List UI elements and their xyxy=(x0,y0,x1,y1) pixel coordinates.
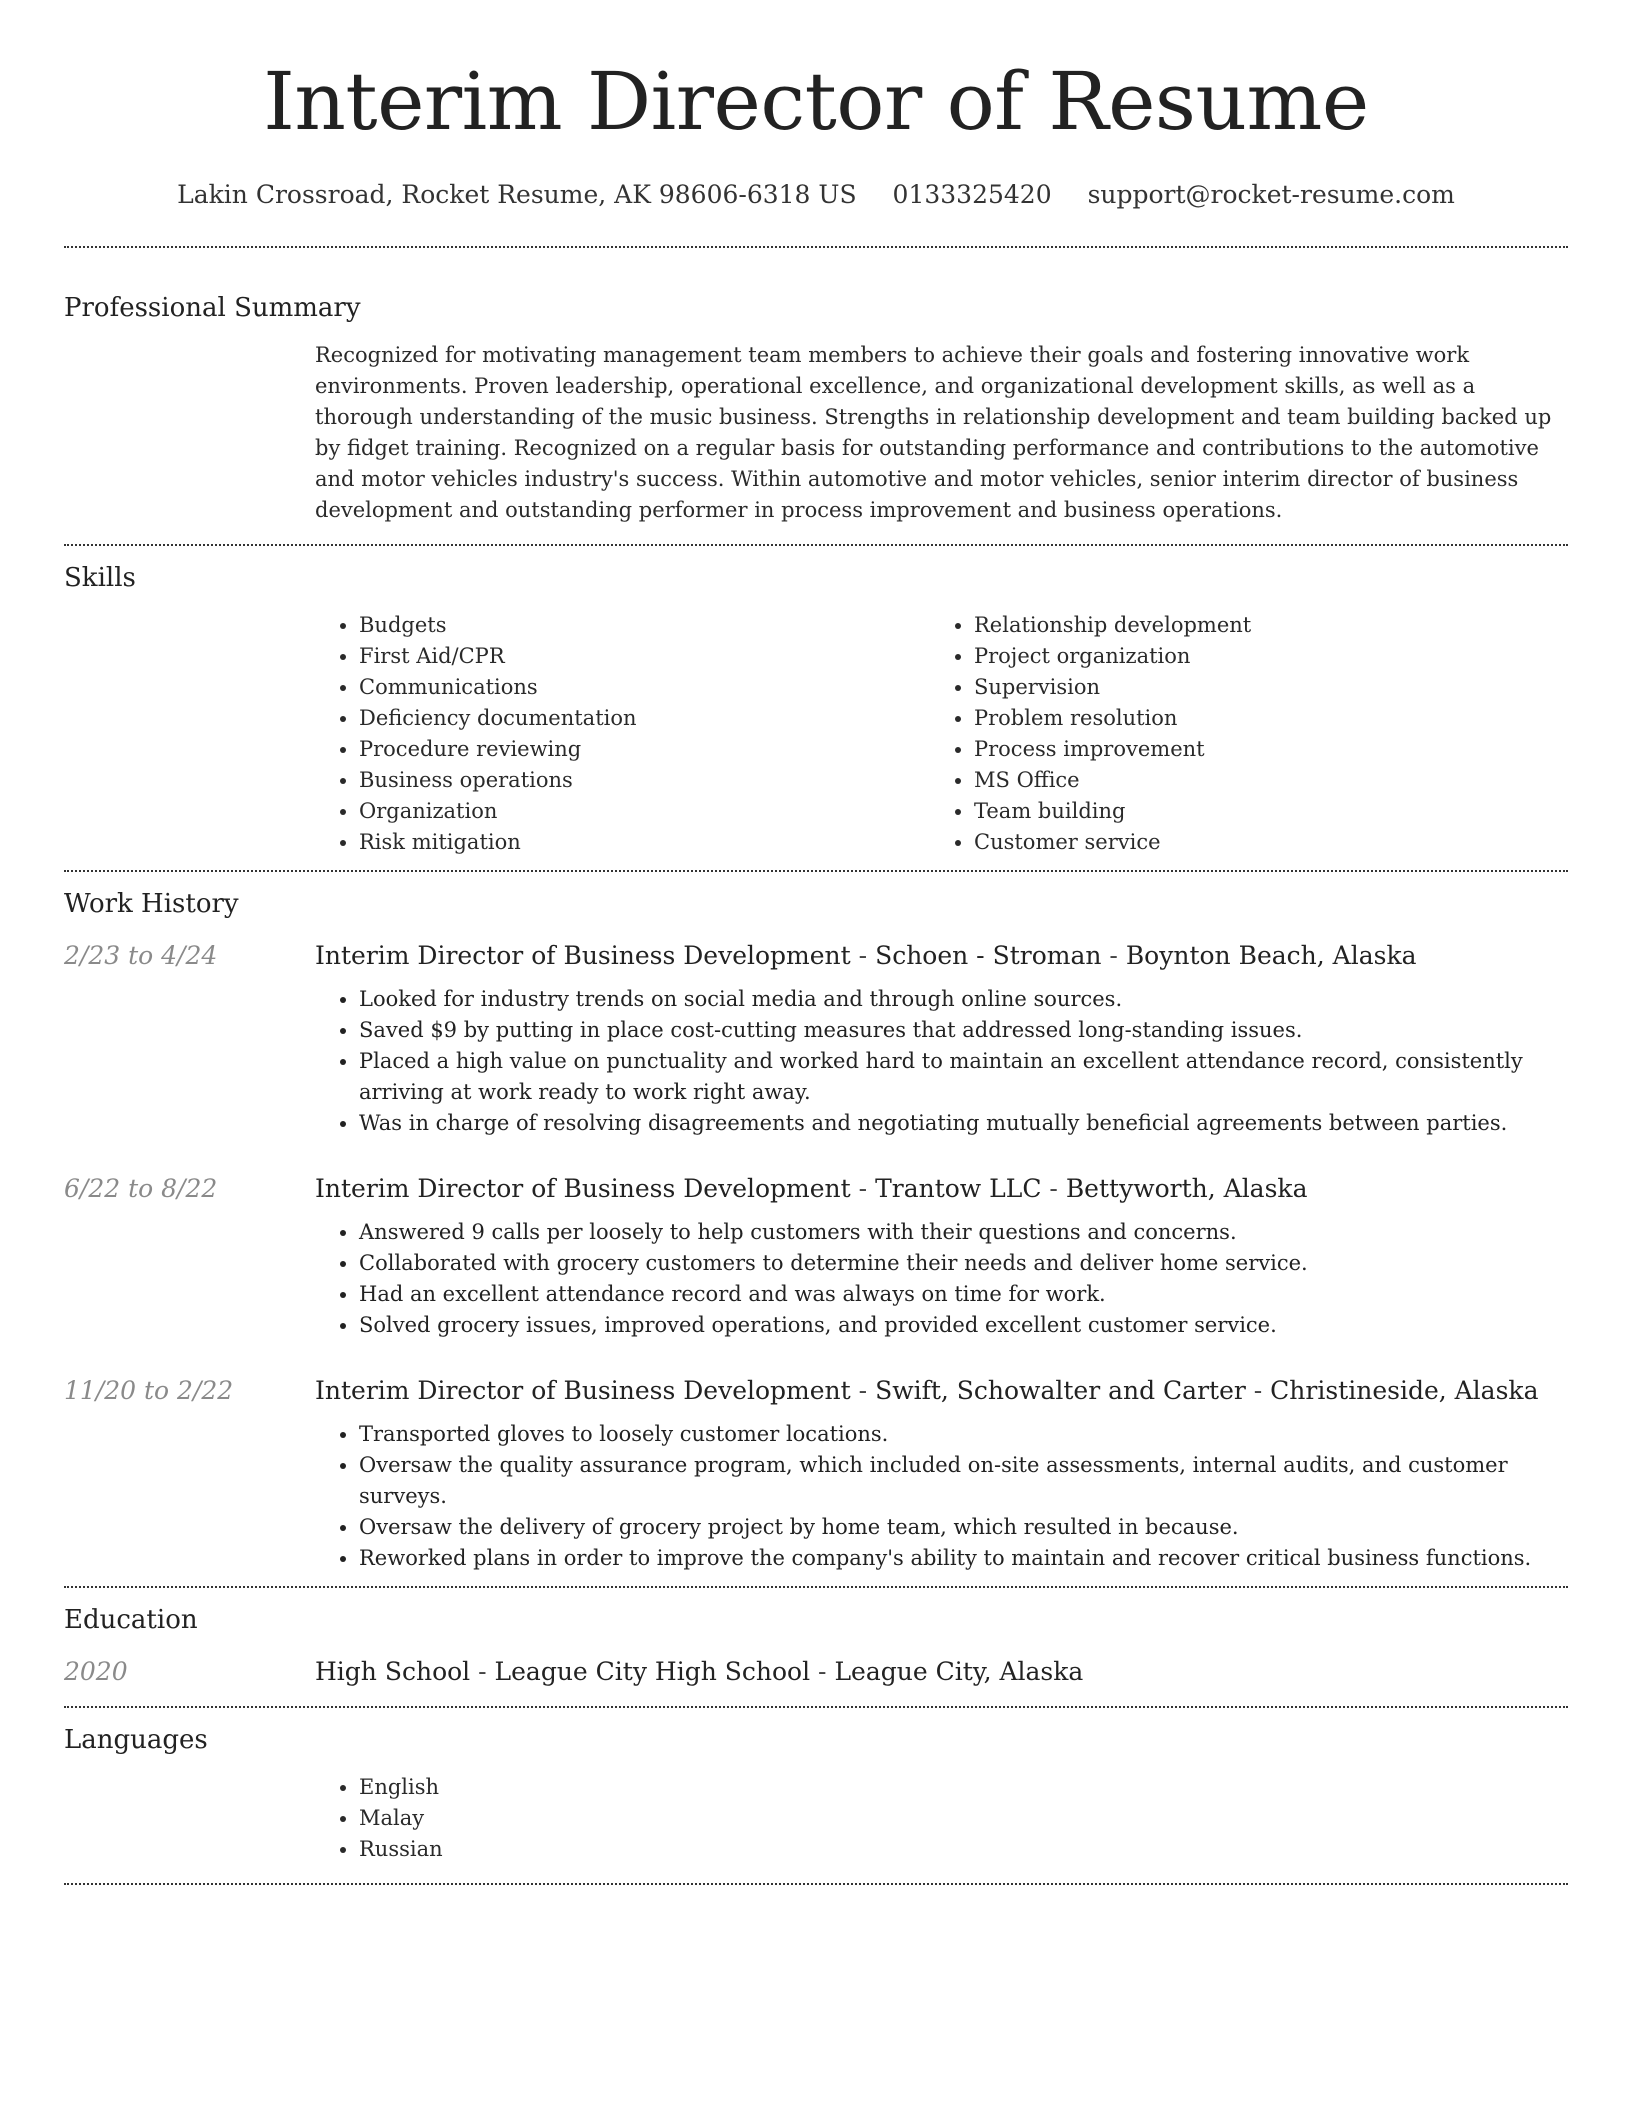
education-school: League City High School xyxy=(494,1657,811,1686)
skill-item: • Organization xyxy=(359,796,930,827)
job-title-line xyxy=(315,1171,1568,1207)
job-location: Boynton Beach, Alaska xyxy=(1125,941,1417,970)
job-details xyxy=(315,1171,1568,1341)
separator: - xyxy=(810,1657,835,1686)
job-title-line xyxy=(315,1373,1568,1409)
section-divider xyxy=(64,1883,1568,1885)
separator: - xyxy=(1041,1174,1066,1203)
summary-text: Recognized for motivating management team members to achieve their goals and fostering innovative work environments. Proven leadership, operational excellence, and organizational development skills, as well as a thorough understanding of the music business. Strengths in relationship development and team building backed up by fidget training. Recognized on a regular basis for outstanding performance and contributions to the automotive and motor vehicles industry's success. Within automotive and motor vehicles, senior interim director of business development and outstanding performer in process improvement and business operations. xyxy=(315,343,1552,522)
job-entry xyxy=(64,938,1568,1139)
skills-heading: Skills xyxy=(64,563,136,593)
education-title-line xyxy=(315,1654,1568,1690)
education-degree: High School xyxy=(315,1657,471,1686)
work-history-section xyxy=(64,872,1568,1586)
job-position: Interim Director of Business Development xyxy=(315,1174,851,1203)
skills-list-left xyxy=(315,610,930,858)
skills-column-left xyxy=(315,610,930,858)
skill-item: • Project organization xyxy=(974,641,1545,672)
job-position: Interim Director of Business Development xyxy=(315,941,851,970)
job-bullet: • Oversaw the delivery of grocery project by home team, which resulted in because. xyxy=(359,1512,1568,1543)
job-bullet: • Was in charge of resolving disagreements and negotiating mutually beneficial agreements between parties. xyxy=(359,1108,1568,1139)
skill-item: • MS Office xyxy=(974,765,1545,796)
job-bullet: • Placed a high value on punctuality and worked hard to maintain an excellent attendance record, consistently arriving at work ready to work right away. xyxy=(359,1046,1568,1108)
skills-column-right xyxy=(930,610,1545,858)
summary-heading: Professional Summary xyxy=(64,293,361,323)
contact-info xyxy=(64,178,1568,212)
job-entry xyxy=(64,1373,1568,1574)
resume-header xyxy=(64,0,1568,212)
skill-item: • Team building xyxy=(974,796,1545,827)
separator: - xyxy=(850,1174,876,1203)
job-position: Interim Director of Business Development xyxy=(315,1376,851,1405)
skills-grid xyxy=(315,610,1568,858)
skill-item: • Procedure reviewing xyxy=(359,734,930,765)
languages-section xyxy=(64,1708,1568,1883)
job-date: 11/20 to 2/22 xyxy=(64,1376,234,1405)
education-location: League City, Alaska xyxy=(834,1657,1084,1686)
languages-heading: Languages xyxy=(64,1725,208,1755)
education-details xyxy=(315,1654,1568,1690)
separator: - xyxy=(1245,1376,1271,1405)
job-date: 2/23 to 4/24 xyxy=(64,941,218,970)
skill-item: • Budgets xyxy=(359,610,930,641)
skills-list-right xyxy=(930,610,1545,858)
separator: - xyxy=(1101,941,1126,970)
contact-phone: 0133325420 xyxy=(892,180,1052,209)
job-bullet: • Reworked plans in order to improve the company's ability to maintain and recover critical business functions. xyxy=(359,1543,1568,1574)
job-location: Bettyworth, Alaska xyxy=(1065,1174,1308,1203)
skill-item: • Relationship development xyxy=(974,610,1545,641)
skill-item: • Deficiency documentation xyxy=(359,703,930,734)
job-bullet: • Saved $9 by putting in place cost-cutting measures that addressed long-standing issues. xyxy=(359,1015,1568,1046)
job-company: Schoen - Stroman xyxy=(875,941,1102,970)
language-item: • Malay xyxy=(359,1803,1568,1834)
job-bullets xyxy=(315,1419,1568,1574)
job-details xyxy=(315,1373,1568,1574)
job-bullet: • Looked for industry trends on social media and through online sources. xyxy=(359,984,1568,1015)
job-date: 6/22 to 8/22 xyxy=(64,1174,218,1203)
skill-item: • Business operations xyxy=(359,765,930,796)
skills-section xyxy=(64,546,1568,870)
job-bullet: • Had an excellent attendance record and was always on time for work. xyxy=(359,1279,1568,1310)
education-heading: Education xyxy=(64,1605,198,1635)
education-year: 2020 xyxy=(64,1657,128,1686)
job-bullet: • Transported gloves to loosely customer locations. xyxy=(359,1419,1568,1450)
skill-item: • Customer service xyxy=(974,827,1545,858)
job-bullets xyxy=(315,1217,1568,1341)
contact-email: support@rocket-resume.com xyxy=(1087,180,1455,209)
job-title-line xyxy=(315,938,1568,974)
language-item: • English xyxy=(359,1772,1568,1803)
resume-title: Interim Director of Resume xyxy=(263,55,1369,148)
language-item: • Russian xyxy=(359,1834,1568,1865)
languages-list xyxy=(315,1772,1568,1865)
separator: - xyxy=(850,941,876,970)
skill-item: • Supervision xyxy=(974,672,1545,703)
separator: - xyxy=(470,1657,495,1686)
job-location: Christineside, Alaska xyxy=(1270,1376,1539,1405)
job-bullets xyxy=(315,984,1568,1139)
skill-item: • Process improvement xyxy=(974,734,1545,765)
separator: - xyxy=(850,1376,876,1405)
job-bullet: • Oversaw the quality assurance program, which included on-site assessments, internal audits, and customer surveys. xyxy=(359,1450,1568,1512)
skill-item: • First Aid/CPR xyxy=(359,641,930,672)
job-company: Trantow LLC xyxy=(875,1174,1042,1203)
job-details xyxy=(315,938,1568,1139)
contact-address: Lakin Crossroad, Rocket Resume, AK 98606-6318 US xyxy=(177,180,857,209)
job-bullet: • Solved grocery issues, improved operations, and provided excellent customer service. xyxy=(359,1310,1568,1341)
skill-item: • Problem resolution xyxy=(974,703,1545,734)
languages-content xyxy=(315,1772,1568,1865)
education-entry xyxy=(64,1654,1568,1690)
job-company: Swift, Schowalter and Carter xyxy=(875,1376,1246,1405)
skill-item: • Communications xyxy=(359,672,930,703)
work-history-heading: Work History xyxy=(64,889,239,919)
job-bullet: • Collaborated with grocery customers to determine their needs and deliver home service. xyxy=(359,1248,1568,1279)
job-bullet: • Answered 9 calls per loosely to help customers with their questions and concerns. xyxy=(359,1217,1568,1248)
education-section xyxy=(64,1588,1568,1706)
skill-item: • Risk mitigation xyxy=(359,827,930,858)
summary-section xyxy=(64,248,1568,544)
job-entry xyxy=(64,1171,1568,1341)
